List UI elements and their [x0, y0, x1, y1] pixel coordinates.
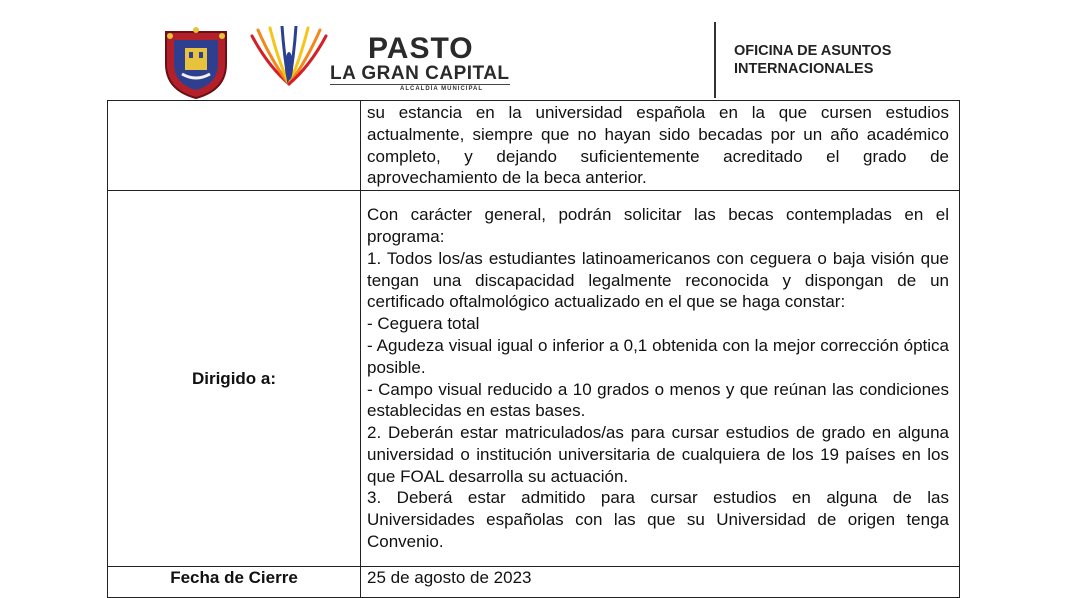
row-content — [361, 101, 960, 191]
document-header — [0, 0, 1068, 102]
coat-of-arms-logo — [158, 24, 234, 100]
table-row — [108, 567, 960, 598]
paragraph-item-2: 2. Deberán estar matriculados/as para cursar estudios de grado en alguna universidad o institución universitaria de cualquiera de los 19 países en los que FOAL desarrolla su actuación. — [367, 423, 949, 486]
paragraph-item-1: 1. Todos los/as estudiantes latinoamericanos con ceguera o baja visión que tengan una discapacidad legalmente reconocida y dispongan de un certificado oftalmológico actualizado en el que se haga constar: — [367, 248, 949, 312]
closing-date: 25 de agosto de 2023 — [367, 568, 532, 587]
office-name — [734, 42, 891, 78]
brand-subtitle: LA GRAN CAPITAL — [330, 63, 510, 84]
brand-tagline: ALCALDÍA MUNICIPAL — [400, 86, 483, 92]
paragraph-bullet-3: - Campo visual reducido a 10 grados o menos y que reúnan las condiciones establecidas en estas bases. — [367, 379, 949, 421]
row-content — [361, 191, 960, 567]
row-label — [108, 101, 361, 191]
office-name-line2: INTERNACIONALES — [734, 61, 874, 77]
info-table — [107, 100, 960, 598]
header-divider — [714, 22, 716, 98]
row-label-dirigido: Dirigido a: — [108, 191, 361, 567]
row-content — [361, 567, 960, 598]
row-text: su estancia en la universidad española en la que cursen estudios actualmente, siempre que no hayan sido becadas por un año académico completo, y dejando suficientemente acreditado el grado de aprovechamiento de la beca anterior. — [367, 102, 949, 188]
brand-title: PASTO — [368, 32, 474, 65]
paragraph-intro: Con carácter general, podrán solicitar las becas contempladas en el programa: — [367, 205, 949, 246]
fan-emblem-logo — [248, 26, 330, 88]
table-row — [108, 101, 960, 191]
office-name-line1: OFICINA DE ASUNTOS — [734, 43, 892, 59]
brand-underline — [330, 84, 510, 85]
paragraph-bullet-2: - Agudeza visual igual o inferior a 0,1 obtenida con la mejor corrección óptica posible. — [367, 335, 949, 377]
row-label-fecha: Fecha de Cierre — [108, 567, 361, 598]
paragraph-item-3: 3. Deberá estar admitido para cursar estudios en alguna de las Universidades españolas con las que su Universidad de origen tenga Convenio. — [367, 488, 949, 552]
paragraph-bullet-1: - Ceguera total — [367, 314, 480, 334]
table-row — [108, 191, 960, 567]
